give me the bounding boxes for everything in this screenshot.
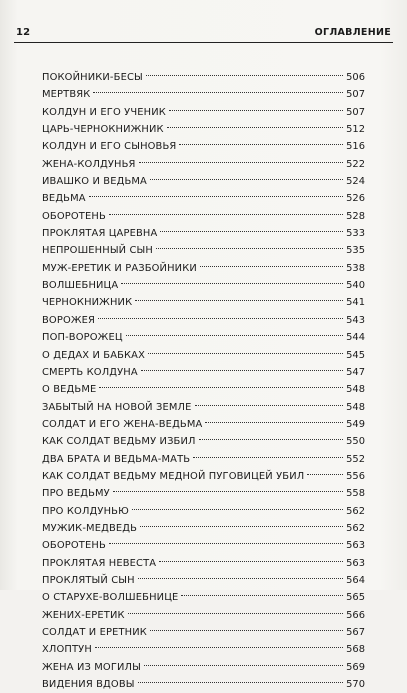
toc-entry-page: 507: [346, 89, 365, 101]
dot-leader: [305, 462, 345, 479]
section-title: ОГЛАВЛЕНИЕ: [314, 27, 391, 38]
dot-leader: [144, 63, 345, 80]
toc-entry-title: ПРОКЛЯТЫЙ СЫН: [42, 574, 135, 586]
toc-entry: [42, 184, 365, 205]
toc-entry-page: 506: [346, 72, 365, 83]
toc-entry-title: МУЖ-ЕРЕТИК И РАЗБОЙНИКИ: [42, 262, 197, 274]
toc-entry-title: СМЕРТЬ КОЛДУНА: [42, 366, 138, 378]
toc-entry-title: ЗАБЫТЫЙ НА НОВОЙ ЗЕМЛЕ: [42, 401, 192, 413]
toc-entry-page: 565: [346, 592, 365, 604]
toc-entry-page: 562: [346, 522, 365, 534]
dot-leader: [96, 306, 345, 323]
toc-entry-page: 568: [346, 644, 365, 656]
toc-entry-page: 556: [346, 470, 365, 482]
toc-entry-title: КОЛДУН И ЕГО СЫНОВЬЯ: [42, 141, 177, 153]
toc-entry-title: ЖЕНА-КОЛДУНЬЯ: [42, 158, 136, 170]
toc-entry-title: ПРОКЛЯТАЯ НЕВЕСТА: [42, 557, 157, 569]
dot-leader: [87, 184, 345, 201]
toc-entry: [42, 202, 365, 222]
dot-leader: [191, 445, 345, 462]
dot-leader: [167, 98, 345, 115]
toc-entry-title: ПОКОЙНИКИ-БЕСЫ: [42, 72, 143, 83]
toc-entry-page: 540: [346, 280, 365, 292]
toc-entry-title: ВЕДЬМА: [42, 193, 86, 205]
toc-entry-title: КАК СОЛДАТ ВЕДЬМУ ИЗБИЛ: [42, 436, 196, 448]
dot-leader: [177, 132, 345, 149]
dot-leader: [119, 271, 345, 288]
dot-leader: [203, 410, 345, 427]
toc-entry-page: 507: [346, 106, 365, 118]
toc-entry-title: ЖЕНА ИЗ МОГИЛЫ: [42, 661, 141, 673]
toc-entry-title: ПОП-ВОРОЖЕЦ: [42, 332, 123, 344]
dot-leader: [158, 219, 345, 236]
toc-entry-page: 570: [346, 679, 365, 691]
dot-leader: [137, 150, 345, 167]
toc-entry-title: ЦАРЬ-ЧЕРНОКНИЖНИК: [42, 124, 164, 136]
toc-entry-page: 522: [346, 158, 365, 170]
dot-leader: [142, 653, 345, 670]
toc-entry-page: 549: [346, 418, 365, 430]
dot-leader: [111, 479, 345, 496]
toc-entry-page: 563: [346, 557, 365, 569]
toc-entry-title: ПРО ВЕДЬМУ: [42, 488, 110, 500]
dot-leader: [165, 115, 345, 132]
toc-entry-page: 558: [346, 488, 365, 500]
toc-entry-title: НЕПРОШЕННЫЙ СЫН: [42, 245, 153, 257]
dot-leader: [197, 427, 345, 444]
toc-entry-title: ОБОРОТЕНЬ: [42, 210, 106, 222]
dot-leader: [198, 254, 345, 271]
toc-entry-title: О СТАРУХЕ-ВОЛШЕБНИЦЕ: [42, 592, 179, 604]
toc-entry-page: 535: [346, 245, 365, 257]
toc-entry-page: 566: [346, 609, 365, 621]
dot-leader: [179, 583, 345, 600]
toc-entry-title: О ДЕДАХ И БАБКАХ: [42, 349, 146, 361]
toc-entry-title: О ВЕДЬМЕ: [42, 384, 97, 396]
toc-entry-page: 543: [346, 314, 365, 326]
dot-leader: [157, 549, 345, 566]
toc-entry-page: 548: [346, 384, 365, 396]
toc-entry-page: 552: [346, 453, 365, 465]
toc-entry-title: ЖЕНИХ-ЕРЕТИК: [42, 609, 125, 621]
dot-leader: [93, 635, 345, 652]
toc-entry-page: 516: [346, 141, 365, 153]
toc-entry-title: ПРО КОЛДУНЬЮ: [42, 505, 129, 517]
toc-entry-page: 533: [346, 228, 365, 240]
toc-entry-title: КАК СОЛДАТ ВЕДЬМУ МЕДНОЙ ПУГОВИЦЕЙ УБИЛ: [42, 470, 305, 482]
dot-leader: [193, 393, 346, 410]
dot-leader: [107, 531, 345, 548]
running-header: [14, 24, 393, 43]
toc-entry-page: 528: [346, 210, 365, 222]
toc-entry-title: ЧЕРНОКНИЖНИК: [42, 297, 133, 309]
toc-entry-title: ВОЛШЕБНИЦА: [42, 280, 119, 292]
dot-leader: [130, 497, 345, 514]
dot-leader: [136, 670, 345, 687]
toc-entry-title: ИВАШКО И ВЕДЬМА: [42, 176, 147, 188]
toc-entry-title: МЕРТВЯК: [42, 89, 91, 101]
toc-entry-page: 538: [346, 262, 365, 274]
dot-leader: [124, 323, 345, 340]
dot-leader: [133, 288, 345, 305]
dot-leader: [91, 80, 345, 97]
dot-leader: [107, 202, 345, 219]
toc-entry-page: 569: [346, 661, 365, 673]
toc-entry-page: 545: [346, 349, 365, 361]
toc-entry-title: КОЛДУН И ЕГО УЧЕНИК: [42, 106, 166, 118]
toc-entry-page: 567: [346, 627, 365, 638]
dot-leader: [138, 514, 345, 531]
toc-entry-title: МУЖИК-МЕДВЕДЬ: [42, 522, 138, 534]
toc-entry-page: 547: [346, 366, 365, 378]
toc-entry: [42, 63, 365, 83]
toc-entry-title: ОБОРОТЕНЬ: [42, 540, 106, 552]
toc-entry-page: 564: [346, 574, 365, 586]
dot-leader: [126, 601, 345, 618]
toc-entry-page: 548: [346, 401, 365, 413]
toc-entry-title: ПРОКЛЯТАЯ ЦАРЕВНА: [42, 228, 158, 240]
toc-entry-title: ВИДЕНИЯ ВДОВЫ: [42, 679, 135, 691]
toc-entry-page: 544: [346, 332, 365, 344]
dot-leader: [154, 236, 345, 253]
toc-entry-page: 563: [346, 540, 365, 552]
toc-entry-title: СОЛДАТ И ЕГО ЖЕНА-ВЕДЬМА: [42, 418, 203, 430]
page-number: 12: [16, 27, 31, 38]
toc-entry-title: ВОРОЖЕЯ: [42, 314, 96, 326]
toc-entry-title: ДВА БРАТА И ВЕДЬМА-МАТЬ: [42, 453, 191, 465]
toc-entry-title: СОЛДАТ И ЕРЕТНИК: [42, 627, 147, 638]
table-of-contents: [42, 63, 365, 691]
dot-leader: [139, 358, 345, 375]
dot-leader: [97, 375, 345, 392]
toc-entry-page: 550: [346, 436, 365, 448]
dot-leader: [146, 341, 345, 358]
dot-leader: [148, 618, 345, 635]
toc-entry-page: 541: [346, 297, 365, 309]
dot-leader: [148, 167, 345, 184]
toc-entry-page: 524: [346, 176, 365, 188]
toc-entry-page: 562: [346, 505, 365, 517]
toc-entry-page: 512: [346, 124, 365, 136]
toc-entry-page: 526: [346, 193, 365, 205]
dot-leader: [136, 566, 345, 583]
toc-entry-title: ХЛОПТУН: [42, 644, 92, 656]
